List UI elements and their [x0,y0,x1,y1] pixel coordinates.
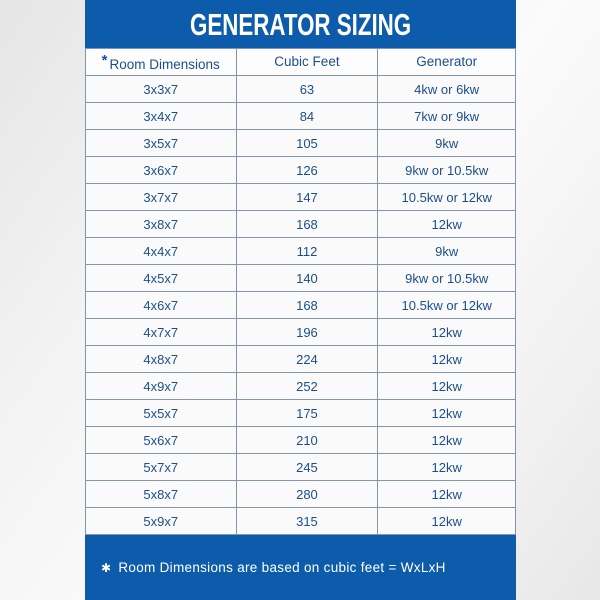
cubic-feet-cell: 210 [236,427,378,454]
column-header-cubic-feet [236,49,378,76]
room-dimensions-cell: 3x7x7 [86,184,237,211]
table-header [86,49,516,76]
table-row [86,481,516,508]
footnote-band [85,535,516,600]
table-row [86,373,516,400]
room-dimensions-cell: 3x8x7 [86,211,237,238]
cubic-feet-cell: 63 [236,76,378,103]
cubic-feet-cell: 280 [236,481,378,508]
generator-cell: 12kw [378,211,516,238]
table-row [86,454,516,481]
generator-cell: 9kw [378,238,516,265]
generator-cell: 12kw [378,427,516,454]
generator-cell: 9kw or 10.5kw [378,265,516,292]
room-dimensions-cell: 5x6x7 [86,427,237,454]
table-row [86,427,516,454]
table-row [86,265,516,292]
room-dimensions-cell: 3x6x7 [86,157,237,184]
generator-sizing-table [85,48,516,535]
room-dimensions-cell: 5x5x7 [86,400,237,427]
table-row [86,238,516,265]
cubic-feet-cell: 168 [236,211,378,238]
generator-cell: 12kw [378,508,516,535]
room-dimensions-cell: 5x9x7 [86,508,237,535]
asterisk-marker: * [101,51,108,69]
room-dimensions-cell: 3x5x7 [86,130,237,157]
title-band [85,0,516,48]
room-dimensions-cell: 3x3x7 [86,76,237,103]
generator-cell: 12kw [378,454,516,481]
room-dimensions-cell: 4x5x7 [86,265,237,292]
room-dimensions-cell: 4x8x7 [86,346,237,373]
table-row [86,319,516,346]
generator-cell: 10.5kw or 12kw [378,184,516,211]
cubic-feet-cell: 315 [236,508,378,535]
room-dimensions-cell: 4x9x7 [86,373,237,400]
cubic-feet-cell: 175 [236,400,378,427]
room-dimensions-cell: 5x8x7 [86,481,237,508]
cubic-feet-cell: 105 [236,130,378,157]
column-header-label: Generator [416,54,478,70]
generator-cell: 12kw [378,400,516,427]
generator-cell: 12kw [378,373,516,400]
table-row [86,76,516,103]
cubic-feet-cell: 196 [236,319,378,346]
room-dimensions-cell: 4x6x7 [86,292,237,319]
cubic-feet-cell: 126 [236,157,378,184]
column-header-label: Room Dimensions [109,56,220,72]
column-header-room-dimensions [86,49,237,76]
cubic-feet-cell: 147 [236,184,378,211]
cubic-feet-cell: 140 [236,265,378,292]
table-row [86,103,516,130]
table-row [86,130,516,157]
generator-cell: 4kw or 6kw [378,76,516,103]
generator-sizing-panel [85,0,516,600]
footnote [101,560,446,575]
table-body [86,76,516,535]
table-row [86,184,516,211]
cubic-feet-cell: 168 [236,292,378,319]
generator-cell: 9kw or 10.5kw [378,157,516,184]
generator-cell: 12kw [378,319,516,346]
cubic-feet-cell: 84 [236,103,378,130]
page-title: GENERATOR SIZING [189,7,412,42]
table-header-row [86,49,516,76]
room-dimensions-cell: 3x4x7 [86,103,237,130]
room-dimensions-cell: 4x4x7 [86,238,237,265]
cubic-feet-cell: 112 [236,238,378,265]
table-row [86,157,516,184]
cubic-feet-cell: 245 [236,454,378,481]
generator-cell: 10.5kw or 12kw [378,292,516,319]
cubic-feet-cell: 252 [236,373,378,400]
cubic-feet-cell: 224 [236,346,378,373]
asterisk-icon: ✱ [101,561,112,575]
table-row [86,400,516,427]
generator-cell: 12kw [378,346,516,373]
footnote-text: Room Dimensions are based on cubic feet = WxLxH [118,560,446,575]
table-row [86,508,516,535]
column-header-label: Cubic Feet [274,54,340,70]
room-dimensions-cell: 4x7x7 [86,319,237,346]
table-row [86,292,516,319]
table-row [86,211,516,238]
generator-cell: 7kw or 9kw [378,103,516,130]
generator-cell: 9kw [378,130,516,157]
table-row [86,346,516,373]
room-dimensions-cell: 5x7x7 [86,454,237,481]
column-header-generator [378,49,516,76]
generator-cell: 12kw [378,481,516,508]
